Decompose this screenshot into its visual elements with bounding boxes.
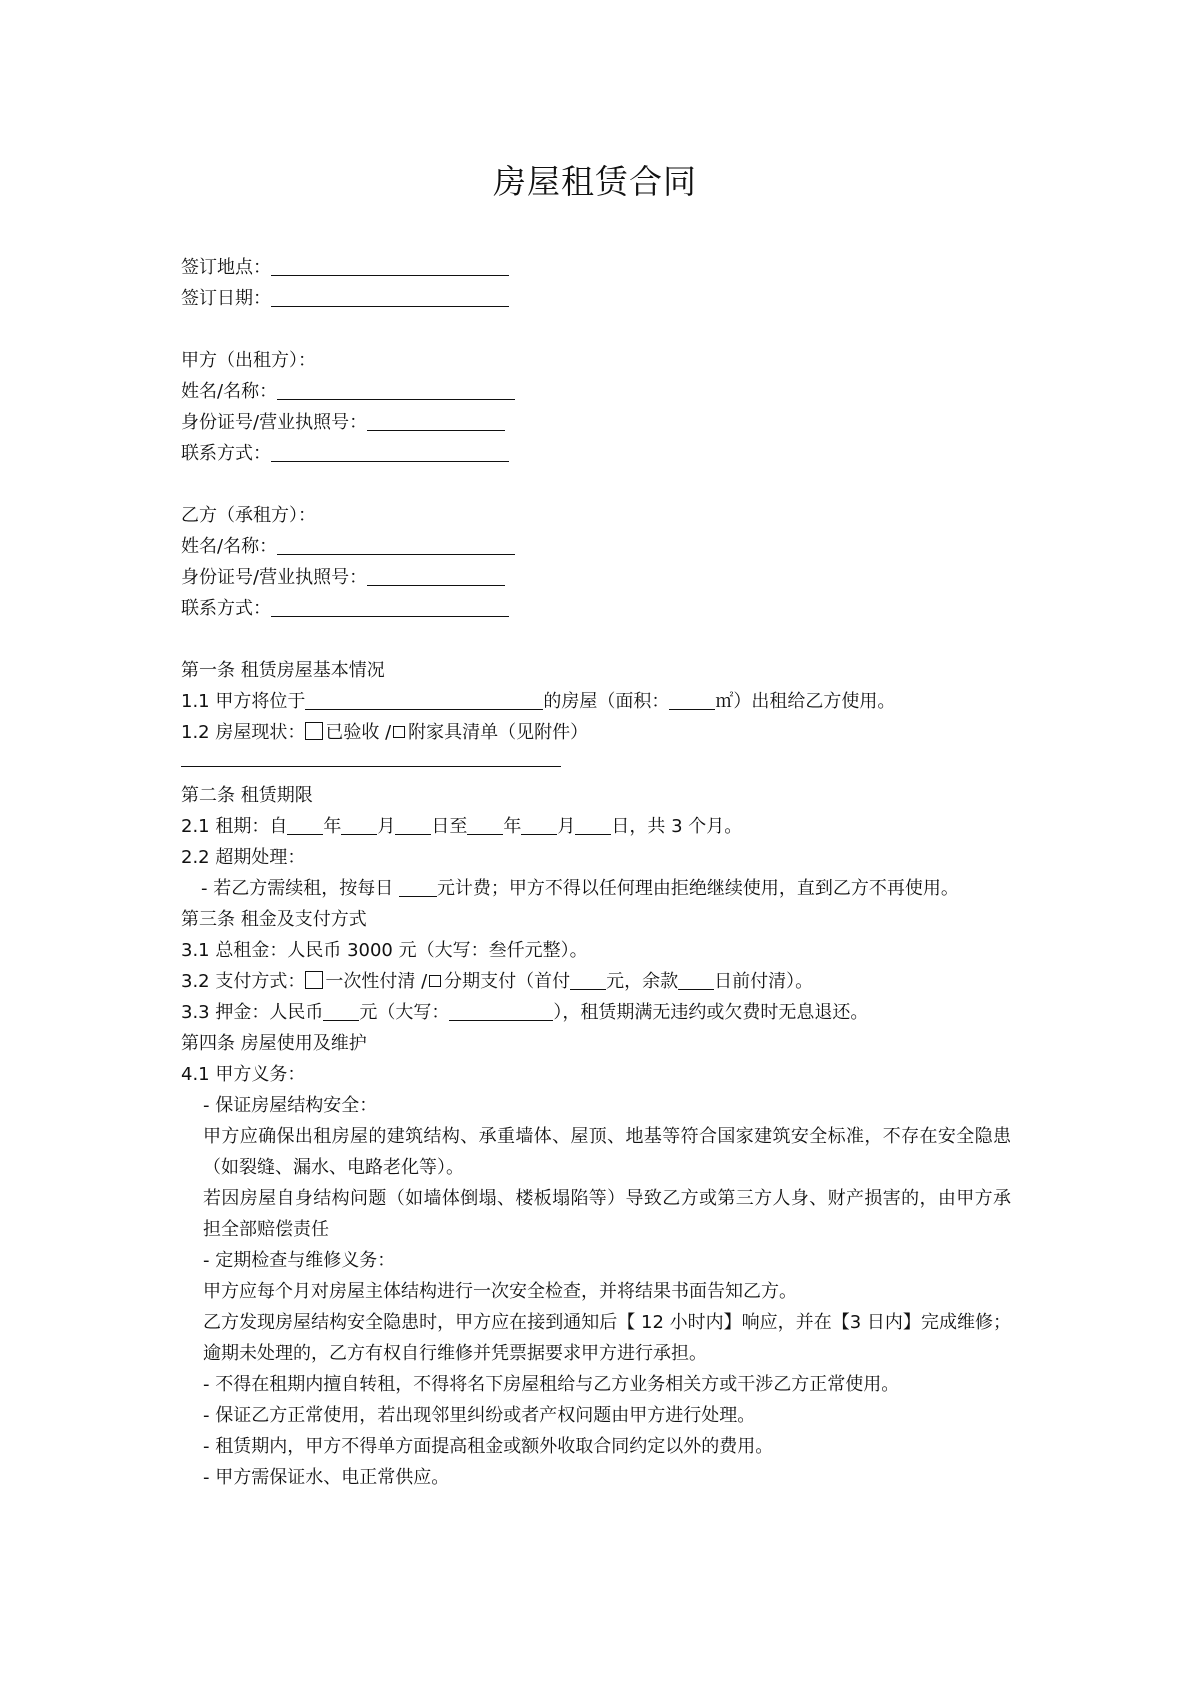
sign-place-line — [181, 252, 1011, 283]
end-year-label: 年 — [503, 816, 522, 837]
party-b-contact-line — [181, 593, 1011, 624]
article1-heading: 第一条 租赁房屋基本情况 — [181, 660, 385, 681]
party-b-name-blank[interactable] — [277, 532, 515, 555]
start-month-blank[interactable] — [341, 812, 377, 835]
party-b-heading: 乙方（承租方）： — [181, 505, 316, 526]
clause-2-2-detail-b: 元计费；甲方不得以任何理由拒绝继续使用，直到乙方不再使用。 — [436, 878, 959, 899]
start-year-label: 年 — [323, 816, 342, 837]
article2-heading: 第二条 租赁期限 — [181, 785, 313, 806]
clause-3-3-text-b: 元（大写： — [359, 1002, 450, 1023]
option-lump-sum-label: 一次性付清 / — [325, 971, 428, 992]
option-installment-label-c: 日前付清）。 — [714, 971, 814, 992]
clause-2-2-detail-a: - 若乙方需续租，按每日 — [201, 878, 399, 899]
clause-3-3-text-a: 3.3 押金：人民币 — [181, 1002, 324, 1023]
party-a-contact-blank[interactable] — [271, 439, 509, 462]
list-item: - 甲方需保证水、电正常供应。 — [203, 1467, 450, 1488]
party-b-id-line — [181, 562, 1011, 593]
party-a-id-label: 身份证号/营业执照号： — [181, 412, 368, 433]
furniture-list-blank[interactable] — [181, 748, 561, 767]
clause-2-2: 2.2 超期处理： — [181, 847, 306, 868]
party-a-name-label: 姓名/名称： — [181, 381, 278, 402]
list-item: - 保证房屋结构安全： — [203, 1095, 378, 1116]
article3-heading: 第三条 租金及支付方式 — [181, 909, 367, 930]
start-day-label: 日至 — [431, 816, 468, 837]
down-payment-blank[interactable] — [570, 967, 606, 990]
clause-4-1: 4.1 甲方义务： — [181, 1064, 306, 1085]
clause-1-1-text-a: 1.1 甲方将位于 — [181, 691, 306, 712]
party-b-id-blank[interactable] — [367, 563, 505, 586]
option-installment-label-b: 元，余款 — [606, 971, 679, 992]
clause-3-2-text: 3.2 支付方式： — [181, 971, 306, 992]
option-accepted-label: 已验收 / — [325, 722, 392, 743]
clause-3-1: 3.1 总租金：人民币 3000 元（大写：叁仟元整）。 — [181, 940, 588, 961]
party-b-contact-label: 联系方式： — [181, 598, 271, 619]
list-item: - 不得在租期内擅自转租，不得将名下房屋租给与乙方业务相关方或干涉乙方正常使用。 — [203, 1374, 900, 1395]
list-item: 乙方发现房屋结构安全隐患时，甲方应在接到通知后【 12 小时内】响应，并在【3 日内】完成维修；逾期未处理的，乙方有权自行维修并凭票据要求甲方进行承担。 — [203, 1312, 1011, 1364]
sign-date-blank[interactable] — [271, 284, 509, 307]
checkbox-lump-sum[interactable] — [305, 971, 323, 989]
clause-1-1-text-b: 的房屋（面积： — [543, 691, 670, 712]
checkbox-installment[interactable] — [429, 975, 441, 987]
end-day-blank[interactable] — [575, 812, 611, 835]
end-month-blank[interactable] — [521, 812, 557, 835]
clause-1-2-text: 1.2 房屋现状： — [181, 722, 306, 743]
balance-date-blank[interactable] — [678, 967, 714, 990]
sign-place-blank[interactable] — [271, 253, 509, 276]
party-b-contact-blank[interactable] — [271, 594, 509, 617]
deposit-amount-blank[interactable] — [323, 998, 359, 1021]
clause-2-1-prefix: 2.1 租期：自 — [181, 816, 288, 837]
sign-date-label: 签订日期： — [181, 288, 271, 309]
clause-1-2 — [181, 717, 1011, 748]
sign-date-line — [181, 283, 1011, 314]
address-blank[interactable] — [305, 687, 543, 710]
sign-place-label: 签订地点： — [181, 257, 271, 278]
clause-3-3 — [181, 997, 1011, 1028]
party-a-id-line — [181, 407, 1011, 438]
start-month-label: 月 — [377, 816, 396, 837]
clause-3-3-text-c: ），租赁期满无违约或欠费时无息退还。 — [553, 1002, 869, 1023]
contract-body — [181, 252, 1011, 1493]
clause-1-1 — [181, 686, 1011, 717]
end-year-blank[interactable] — [467, 812, 503, 835]
clause-1-1-text-c: ㎡）出租给乙方使用。 — [715, 691, 896, 712]
end-day-label: 日，共 3 个月。 — [611, 816, 743, 837]
list-item: - 租赁期内，甲方不得单方面提高租金或额外收取合同约定以外的费用。 — [203, 1436, 774, 1457]
deposit-words-blank[interactable] — [449, 998, 553, 1021]
list-item: 若因房屋自身结构问题（如墙体倒塌、楼板塌陷等）导致乙方或第三方人身、财产损害的，由甲方承担全部赔偿责任 — [203, 1188, 1011, 1240]
party-a-contact-line — [181, 438, 1011, 469]
daily-rent-blank[interactable] — [399, 874, 437, 897]
party-a-contact-label: 联系方式： — [181, 443, 271, 464]
clause-3-2 — [181, 966, 1011, 997]
party-a-name-blank[interactable] — [277, 377, 515, 400]
page-title: 房屋租赁合同 — [493, 162, 697, 201]
article4-heading: 第四条 房屋使用及维护 — [181, 1033, 367, 1054]
list-item: 甲方应确保出租房屋的建筑结构、承重墙体、屋顶、地基等符合国家建筑安全标准，不存在安全隐患（如裂缝、漏水、电路老化等）。 — [203, 1126, 1011, 1178]
party-a-name-line — [181, 376, 1011, 407]
clause-2-2-detail — [181, 873, 1011, 904]
clause-2-1 — [181, 811, 1011, 842]
list-item: 甲方应每个月对房屋主体结构进行一次安全检查，并将结果书面告知乙方。 — [203, 1281, 797, 1302]
party-b-name-label: 姓名/名称： — [181, 536, 278, 557]
area-blank[interactable] — [669, 687, 715, 710]
checkbox-furniture-list[interactable] — [393, 726, 405, 738]
start-day-blank[interactable] — [395, 812, 431, 835]
end-month-label: 月 — [557, 816, 576, 837]
start-year-blank[interactable] — [287, 812, 323, 835]
option-installment-label-a: 分期支付（首付 — [444, 971, 571, 992]
party-a-heading: 甲方（出租方）： — [181, 350, 316, 371]
checkbox-accepted[interactable] — [305, 722, 323, 740]
list-item: - 定期检查与维修义务： — [203, 1250, 396, 1271]
party-b-id-label: 身份证号/营业执照号： — [181, 567, 368, 588]
option-furniture-label: 附家具清单（见附件） — [408, 722, 589, 743]
party-b-name-line — [181, 531, 1011, 562]
list-item: - 保证乙方正常使用，若出现邻里纠纷或者产权问题由甲方进行处理。 — [203, 1405, 756, 1426]
party-a-id-blank[interactable] — [367, 408, 505, 431]
